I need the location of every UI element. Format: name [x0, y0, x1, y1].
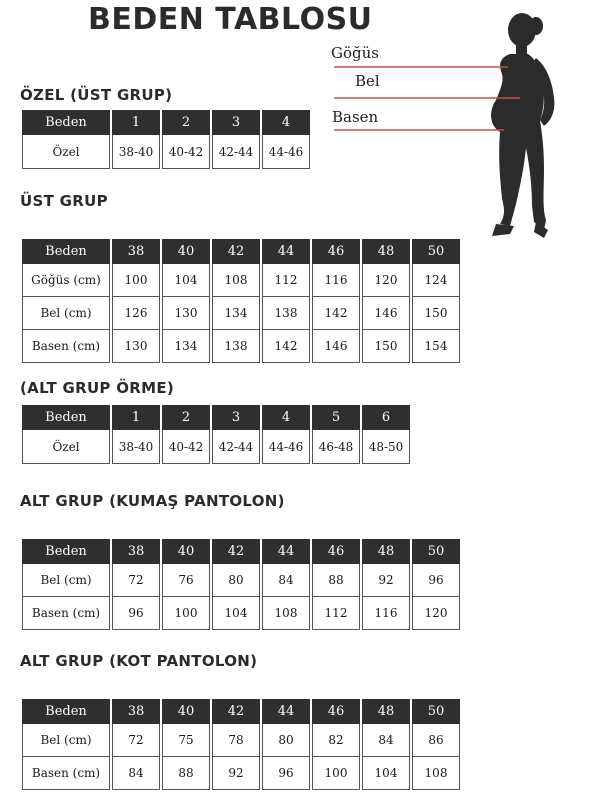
table-header-row: [22, 405, 410, 430]
header-cell: Beden: [22, 699, 110, 724]
row-label: Basen (cm): [22, 757, 110, 790]
table-cell: 82: [312, 724, 360, 757]
header-cell: 40: [162, 539, 210, 564]
header-cell: Beden: [22, 539, 110, 564]
row-label: Göğüs (cm): [22, 264, 110, 297]
table-cell: 104: [162, 264, 210, 297]
table-cell: 86: [412, 724, 460, 757]
table-cell: 126: [112, 297, 160, 330]
chest-label: Göğüs: [331, 44, 379, 62]
table-cell: 96: [262, 757, 310, 790]
table-cell: 96: [112, 597, 160, 630]
table-cell: 92: [212, 757, 260, 790]
table-cell: 154: [412, 330, 460, 363]
table-cell: 112: [262, 264, 310, 297]
table-row: [22, 724, 460, 757]
table-cell: 116: [362, 597, 410, 630]
header-cell: 40: [162, 239, 210, 264]
section-title-ust-grup: ÜST GRUP: [20, 192, 108, 210]
table-cell: 120: [362, 264, 410, 297]
row-label: Basen (cm): [22, 597, 110, 630]
header-cell: 50: [412, 539, 460, 564]
row-label: Özel: [22, 135, 110, 169]
table-cell: 130: [112, 330, 160, 363]
table-cell: 75: [162, 724, 210, 757]
table-cell: 150: [362, 330, 410, 363]
table-cell: 80: [262, 724, 310, 757]
waist-label: Bel: [355, 72, 380, 90]
table-cell: 84: [112, 757, 160, 790]
header-cell: 1: [112, 110, 160, 135]
table-cell: 42-44: [212, 430, 260, 464]
header-cell: 3: [212, 110, 260, 135]
table-cell: 100: [112, 264, 160, 297]
table-row: [22, 564, 460, 597]
header-cell: 38: [112, 539, 160, 564]
table-row: [22, 264, 460, 297]
table-cell: 78: [212, 724, 260, 757]
table-row: [22, 297, 460, 330]
table-cell: 72: [112, 724, 160, 757]
table-row: [22, 757, 460, 790]
table-cell: 108: [212, 264, 260, 297]
table-cell: 42-44: [212, 135, 260, 169]
table-row: [22, 597, 460, 630]
table-cell: 48-50: [362, 430, 410, 464]
table-cell: 150: [412, 297, 460, 330]
table-cell: 80: [212, 564, 260, 597]
header-cell: 38: [112, 699, 160, 724]
page-title: BEDEN TABLOSU: [88, 2, 373, 37]
table-cell: 40-42: [162, 135, 210, 169]
table-row: [22, 330, 460, 363]
table-cell: 76: [162, 564, 210, 597]
header-cell: 38: [112, 239, 160, 264]
header-cell: 2: [162, 405, 210, 430]
table-cell: 146: [312, 330, 360, 363]
section-title-ozel-ust: ÖZEL (ÜST GRUP): [20, 86, 173, 104]
header-cell: 44: [262, 699, 310, 724]
row-label: Özel: [22, 430, 110, 464]
hips-label: Basen: [332, 108, 379, 126]
table-cell: 96: [412, 564, 460, 597]
table-cell: 130: [162, 297, 210, 330]
table-row: [22, 430, 410, 464]
table-cell: 44-46: [262, 135, 310, 169]
table-cell: 104: [212, 597, 260, 630]
table-cell: 108: [262, 597, 310, 630]
table-cell: 120: [412, 597, 460, 630]
header-cell: 4: [262, 405, 310, 430]
table-cell: 84: [362, 724, 410, 757]
table-cell: 88: [312, 564, 360, 597]
table-cell: 108: [412, 757, 460, 790]
header-cell: 4: [262, 110, 310, 135]
table-header-row: [22, 699, 460, 724]
size-table-kot-pantolon: [20, 699, 462, 790]
row-label: Basen (cm): [22, 330, 110, 363]
size-table-ozel-ust: [20, 110, 312, 169]
table-cell: 138: [262, 297, 310, 330]
header-cell: 48: [362, 699, 410, 724]
header-cell: 50: [412, 699, 460, 724]
table-cell: 88: [162, 757, 210, 790]
header-cell: Beden: [22, 405, 110, 430]
table-header-row: [22, 239, 460, 264]
section-title-kumas-pantolon: ALT GRUP (KUMAŞ PANTOLON): [20, 492, 285, 510]
table-header-row: [22, 539, 460, 564]
section-title-alt-grup-orme: (ALT GRUP ÖRME): [20, 379, 175, 397]
header-cell: 46: [312, 699, 360, 724]
table-cell: 142: [312, 297, 360, 330]
header-cell: 46: [312, 239, 360, 264]
header-cell: 42: [212, 539, 260, 564]
header-cell: 50: [412, 239, 460, 264]
section-title-kot-pantolon: ALT GRUP (KOT PANTOLON): [20, 652, 258, 670]
table-cell: 38-40: [112, 430, 160, 464]
table-cell: 84: [262, 564, 310, 597]
table-cell: 146: [362, 297, 410, 330]
header-cell: 6: [362, 405, 410, 430]
table-cell: 44-46: [262, 430, 310, 464]
table-cell: 124: [412, 264, 460, 297]
header-cell: 48: [362, 539, 410, 564]
size-table-ust-grup: [20, 239, 462, 363]
header-cell: 3: [212, 405, 260, 430]
table-cell: 134: [212, 297, 260, 330]
table-cell: 40-42: [162, 430, 210, 464]
table-cell: 100: [162, 597, 210, 630]
header-cell: 42: [212, 699, 260, 724]
header-cell: 1: [112, 405, 160, 430]
table-cell: 100: [312, 757, 360, 790]
row-label: Bel (cm): [22, 724, 110, 757]
table-row: [22, 135, 310, 169]
header-cell: Beden: [22, 239, 110, 264]
row-label: Bel (cm): [22, 564, 110, 597]
size-table-kumas-pantolon: [20, 539, 462, 630]
header-cell: 46: [312, 539, 360, 564]
table-cell: 104: [362, 757, 410, 790]
table-cell: 112: [312, 597, 360, 630]
size-table-alt-grup-orme: [20, 405, 412, 464]
table-cell: 72: [112, 564, 160, 597]
table-cell: 46-48: [312, 430, 360, 464]
table-cell: 116: [312, 264, 360, 297]
header-cell: 44: [262, 239, 310, 264]
table-cell: 142: [262, 330, 310, 363]
header-cell: 5: [312, 405, 360, 430]
header-cell: 48: [362, 239, 410, 264]
header-cell: 42: [212, 239, 260, 264]
header-cell: 40: [162, 699, 210, 724]
header-cell: 2: [162, 110, 210, 135]
table-cell: 134: [162, 330, 210, 363]
table-header-row: [22, 110, 310, 135]
row-label: Bel (cm): [22, 297, 110, 330]
header-cell: Beden: [22, 110, 110, 135]
table-cell: 138: [212, 330, 260, 363]
table-cell: 38-40: [112, 135, 160, 169]
header-cell: 44: [262, 539, 310, 564]
table-cell: 92: [362, 564, 410, 597]
